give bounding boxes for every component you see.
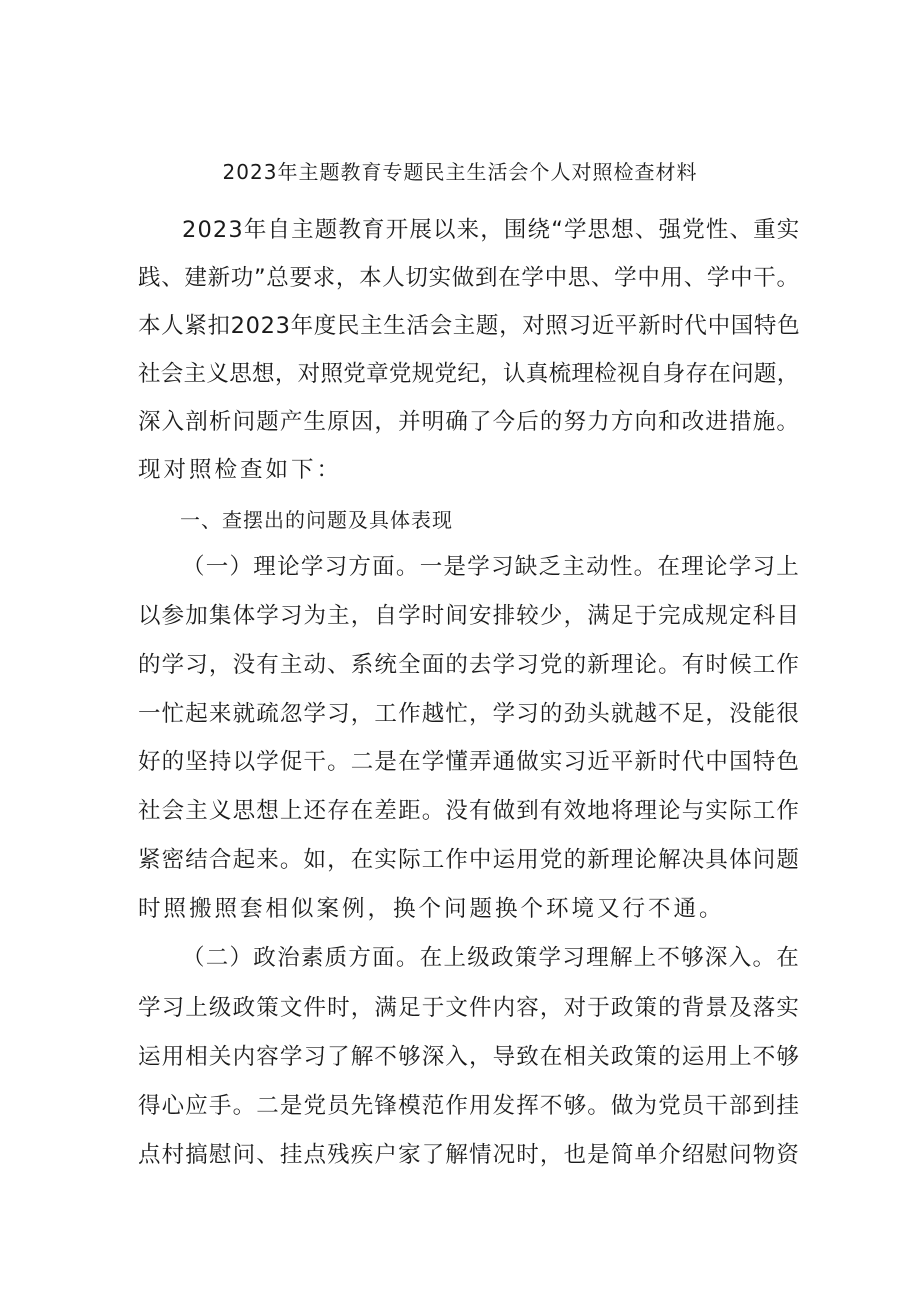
intro-line: 践、建新功”总要求，本人切实做到在学中思、学中用、学中干。 — [138, 265, 800, 291]
document-title: 2023年主题教育专题民主生活会个人对照检查材料 — [222, 160, 698, 184]
paragraph-line: （二）政治素质方面。在上级政策学习理解上不够深入。在 — [182, 945, 801, 971]
paragraph-line: 学习上级政策文件时，满足于文件内容，对于政策的背景及落实 — [138, 995, 801, 1021]
intro-line: 本人紧扣2023年度民主生活会主题，对照习近平新时代中国特色 — [138, 313, 801, 339]
paragraph-line: 得心应手。二是党员先锋模范作用发挥不够。做为党员干部到挂 — [138, 1093, 801, 1119]
paragraph-line: 社会主义思想上还存在差距。没有做到有效地将理论与实际工作 — [138, 798, 801, 824]
intro-line: 深入剖析问题产生原因，并明确了今后的努力方向和改进措施。 — [138, 409, 801, 435]
paragraph-line: （一）理论学习方面。一是学习缺乏主动性。在理论学习上 — [182, 554, 801, 580]
paragraph-line: 好的坚持以学促干。二是在学懂弄通做实习近平新时代中国特色 — [138, 749, 801, 775]
paragraph-line: 以参加集体学习为主，自学时间安排较少，满足于完成规定科目 — [138, 603, 801, 629]
intro-line: 社会主义思想，对照党章党规党纪，认真梳理检视自身存在问题， — [138, 361, 800, 387]
section-heading: 一、查摆出的问题及具体表现 — [180, 508, 453, 532]
paragraph-line: 时照搬照套相似案例，换个问题换个环境又行不通。 — [138, 896, 725, 922]
intro-line: 现对照检查如下： — [138, 457, 343, 483]
paragraph-line: 点村搞慰问、挂点残疾户家了解情况时，也是简单介绍慰问物资 — [138, 1142, 801, 1168]
paragraph-line: 一忙起来就疏忽学习，工作越忙，学习的劲头就越不足，没能很 — [138, 701, 801, 727]
paragraph-line: 紧密结合起来。如，在实际工作中运用党的新理论解决具体问题 — [138, 847, 801, 873]
paragraph-line: 运用相关内容学习了解不够深入，导致在相关政策的运用上不够 — [138, 1044, 801, 1070]
paragraph-line: 的学习，没有主动、系统全面的去学习党的新理论。有时候工作 — [138, 652, 801, 678]
intro-line: 2023年自主题教育开展以来，围绕“学思想、强党性、重实 — [182, 217, 801, 243]
